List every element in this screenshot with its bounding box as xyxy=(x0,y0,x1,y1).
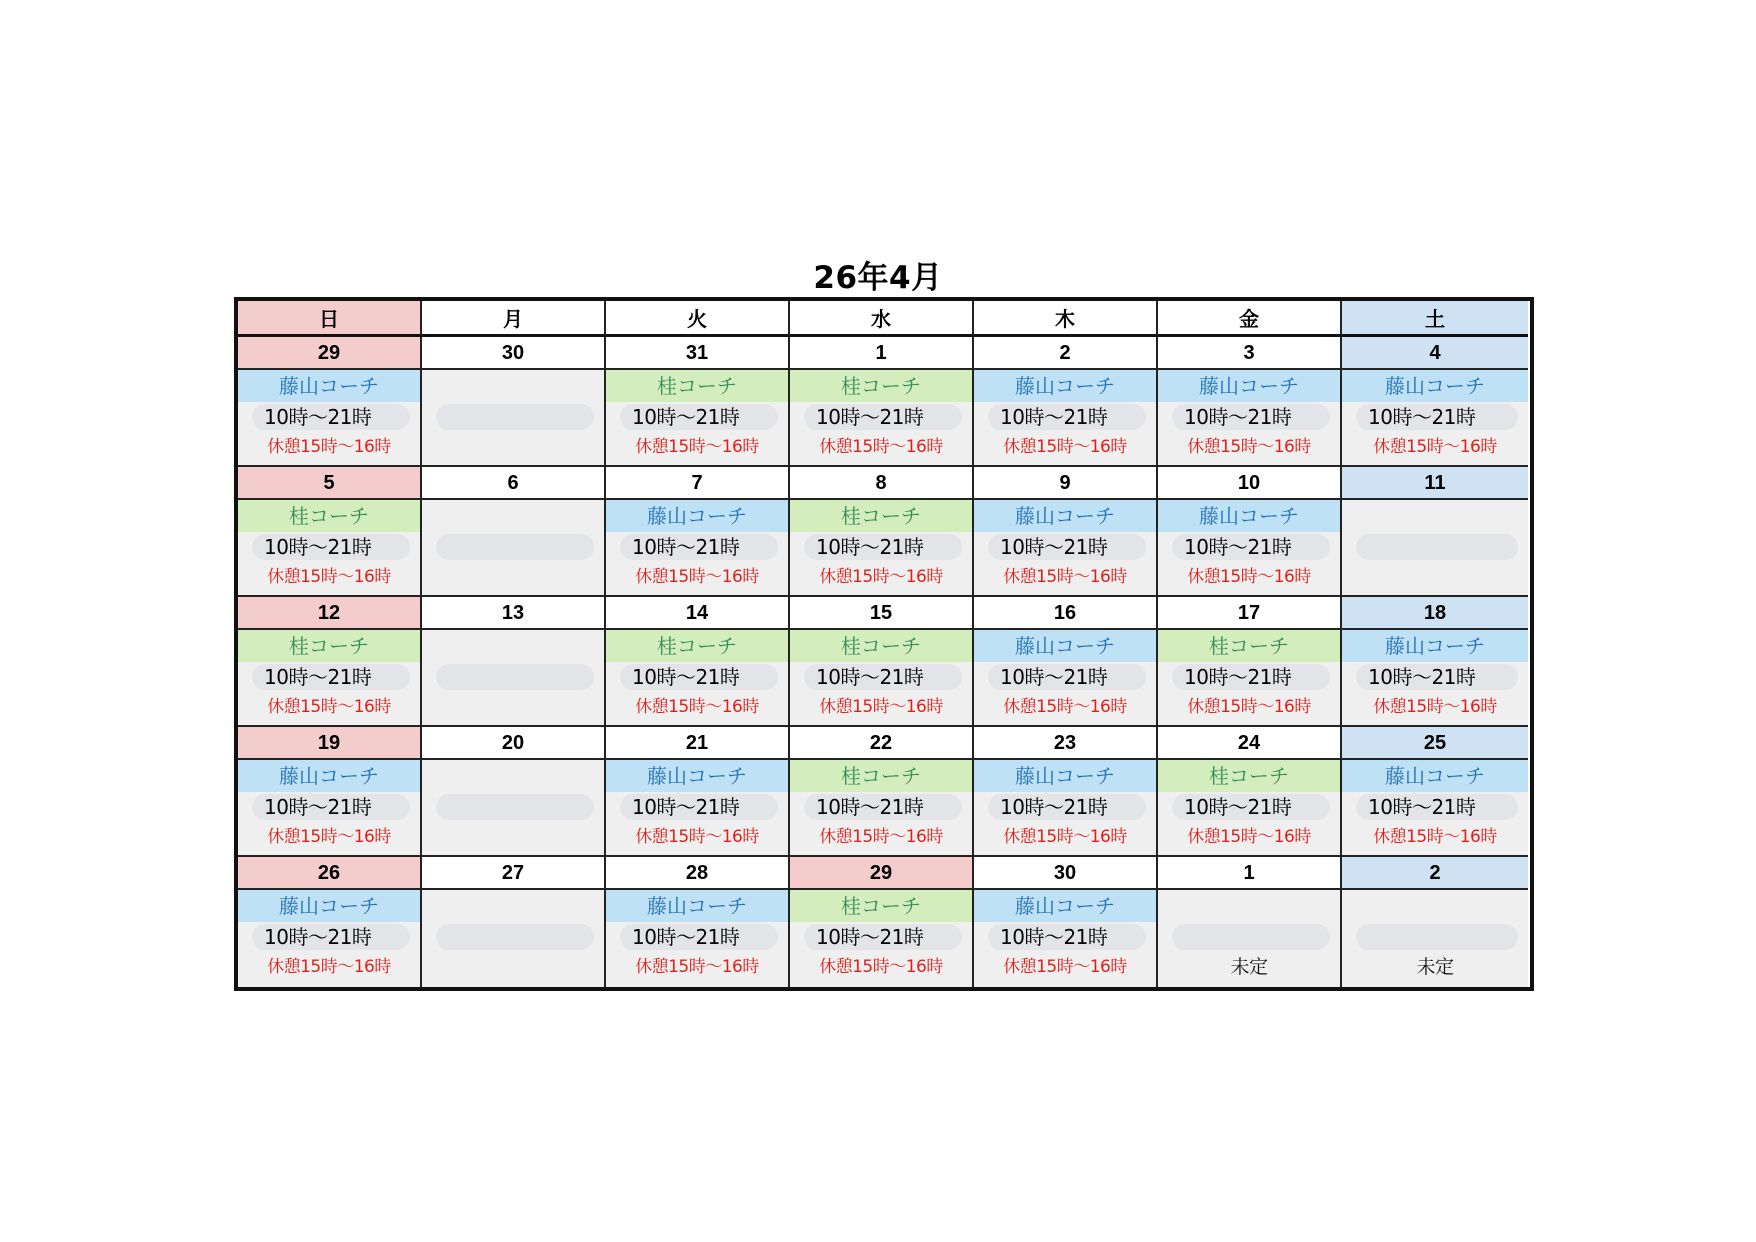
day-schedule-cell xyxy=(974,890,1158,987)
hours-pill: 10時〜21時 xyxy=(620,924,778,950)
date-cell: 8 xyxy=(790,467,974,500)
date-cell: 11 xyxy=(1342,467,1528,500)
hours-pill: 10時〜21時 xyxy=(804,924,962,950)
day-schedule-cell xyxy=(422,370,606,467)
break-time-label: 休憩15時〜16時 xyxy=(819,437,943,457)
day-schedule-cell xyxy=(974,370,1158,467)
date-cell: 22 xyxy=(790,727,974,760)
day-schedule-cell xyxy=(238,500,422,597)
hours-pill: 10時〜21時 xyxy=(620,664,778,690)
date-cell: 1 xyxy=(790,337,974,370)
hours-pill: 10時〜21時 xyxy=(1172,664,1330,690)
date-cell: 10 xyxy=(1158,467,1342,500)
break-time-label: 休憩15時〜16時 xyxy=(1187,567,1311,587)
day-schedule-cell xyxy=(1342,890,1528,987)
date-cell: 9 xyxy=(974,467,1158,500)
date-cell: 6 xyxy=(422,467,606,500)
coach-label xyxy=(1342,890,1528,922)
day-schedule-cell xyxy=(790,630,974,727)
hours-pill xyxy=(436,404,594,430)
date-cell: 18 xyxy=(1342,597,1528,630)
date-cell: 29 xyxy=(790,857,974,890)
coach-label: 藤山コーチ xyxy=(974,370,1156,402)
day-schedule-cell xyxy=(1342,630,1528,727)
break-time-label: 休憩15時〜16時 xyxy=(635,567,759,587)
coach-label: 藤山コーチ xyxy=(238,760,420,792)
date-cell: 30 xyxy=(974,857,1158,890)
hours-pill: 10時〜21時 xyxy=(252,534,410,560)
hours-pill xyxy=(1356,534,1518,560)
day-schedule-cell xyxy=(974,630,1158,727)
date-cell: 27 xyxy=(422,857,606,890)
date-cell: 2 xyxy=(974,337,1158,370)
day-schedule-cell xyxy=(422,500,606,597)
day-schedule-cell xyxy=(606,760,790,857)
day-schedule-cell xyxy=(1158,500,1342,597)
coach-label: 藤山コーチ xyxy=(974,760,1156,792)
coach-label: 桂コーチ xyxy=(238,630,420,662)
break-time-label: 休憩15時〜16時 xyxy=(267,957,391,977)
coach-label: 桂コーチ xyxy=(606,370,788,402)
day-schedule-cell xyxy=(1158,760,1342,857)
hours-pill: 10時〜21時 xyxy=(988,404,1146,430)
date-cell: 13 xyxy=(422,597,606,630)
day-schedule-cell xyxy=(1158,370,1342,467)
coach-label xyxy=(422,500,604,532)
hours-pill: 10時〜21時 xyxy=(988,794,1146,820)
hours-pill: 10時〜21時 xyxy=(1172,794,1330,820)
weekday-saturday: 土 xyxy=(1342,301,1528,337)
break-time-label xyxy=(422,430,604,464)
coach-label: 桂コーチ xyxy=(790,500,972,532)
date-row xyxy=(238,337,1530,370)
schedule-row xyxy=(238,760,1530,857)
day-schedule-cell xyxy=(606,890,790,987)
date-cell: 1 xyxy=(1158,857,1342,890)
coach-label xyxy=(1158,890,1340,922)
break-time-label: 休憩15時〜16時 xyxy=(1187,827,1311,847)
calendar-title: 26年4月 xyxy=(813,260,943,296)
hours-pill xyxy=(436,794,594,820)
break-time-label: 休憩15時〜16時 xyxy=(819,697,943,717)
day-schedule-cell xyxy=(1158,630,1342,727)
date-cell: 31 xyxy=(606,337,790,370)
date-cell: 16 xyxy=(974,597,1158,630)
date-cell: 14 xyxy=(606,597,790,630)
coach-label: 桂コーチ xyxy=(790,630,972,662)
day-schedule-cell xyxy=(974,500,1158,597)
coach-label: 桂コーチ xyxy=(790,890,972,922)
coach-label: 藤山コーチ xyxy=(974,500,1156,532)
hours-pill: 10時〜21時 xyxy=(1172,404,1330,430)
weeks-container xyxy=(238,337,1530,987)
day-schedule-cell xyxy=(1342,370,1528,467)
week-row xyxy=(238,857,1530,987)
day-schedule-cell xyxy=(238,760,422,857)
hours-pill: 10時〜21時 xyxy=(988,534,1146,560)
break-time-label: 休憩15時〜16時 xyxy=(1373,697,1497,717)
coach-label xyxy=(422,370,604,402)
hours-pill: 10時〜21時 xyxy=(804,664,962,690)
coach-label: 藤山コーチ xyxy=(974,890,1156,922)
break-time-label: 休憩15時〜16時 xyxy=(267,567,391,587)
break-time-label: 休憩15時〜16時 xyxy=(267,437,391,457)
day-schedule-cell xyxy=(1158,890,1342,987)
hours-pill: 10時〜21時 xyxy=(620,794,778,820)
date-cell: 21 xyxy=(606,727,790,760)
break-time-label: 休憩15時〜16時 xyxy=(1373,827,1497,847)
break-time-label: 休憩15時〜16時 xyxy=(1003,437,1127,457)
coach-label xyxy=(1342,500,1528,532)
schedule-row xyxy=(238,500,1530,597)
hours-pill: 10時〜21時 xyxy=(252,794,410,820)
coach-label xyxy=(422,890,604,922)
break-time-label xyxy=(422,820,604,854)
weekday-sunday: 日 xyxy=(238,301,422,337)
break-time-label: 休憩15時〜16時 xyxy=(1003,567,1127,587)
hours-pill xyxy=(436,534,594,560)
break-time-label: 休憩15時〜16時 xyxy=(1003,697,1127,717)
hours-pill: 10時〜21時 xyxy=(620,534,778,560)
schedule-row xyxy=(238,630,1530,727)
break-time-label: 休憩15時〜16時 xyxy=(635,437,759,457)
break-time-label: 休憩15時〜16時 xyxy=(1003,957,1127,977)
date-row xyxy=(238,597,1530,630)
break-time-label: 休憩15時〜16時 xyxy=(819,827,943,847)
week-row xyxy=(238,597,1530,727)
date-cell: 23 xyxy=(974,727,1158,760)
coach-label: 桂コーチ xyxy=(790,370,972,402)
break-time-label: 休憩15時〜16時 xyxy=(819,567,943,587)
coach-label: 藤山コーチ xyxy=(238,890,420,922)
schedule-row xyxy=(238,370,1530,467)
day-schedule-cell xyxy=(606,370,790,467)
break-time-label: 休憩15時〜16時 xyxy=(1187,437,1311,457)
date-cell: 20 xyxy=(422,727,606,760)
break-time-label: 休憩15時〜16時 xyxy=(1187,697,1311,717)
break-time-label: 休憩15時〜16時 xyxy=(635,827,759,847)
hours-pill: 10時〜21時 xyxy=(1356,794,1518,820)
coach-label: 藤山コーチ xyxy=(238,370,420,402)
date-cell: 7 xyxy=(606,467,790,500)
day-schedule-cell xyxy=(606,630,790,727)
hours-pill: 10時〜21時 xyxy=(1356,664,1518,690)
schedule-row xyxy=(238,890,1530,987)
coach-label: 藤山コーチ xyxy=(1158,500,1340,532)
hours-pill: 10時〜21時 xyxy=(1172,534,1330,560)
undecided-label: 未定 xyxy=(1230,956,1268,978)
hours-pill xyxy=(1172,924,1330,950)
break-time-label: 休憩15時〜16時 xyxy=(635,957,759,977)
date-cell: 26 xyxy=(238,857,422,890)
coach-label: 藤山コーチ xyxy=(606,760,788,792)
date-cell: 24 xyxy=(1158,727,1342,760)
date-row xyxy=(238,727,1530,760)
day-schedule-cell xyxy=(238,370,422,467)
hours-pill: 10時〜21時 xyxy=(252,404,410,430)
day-schedule-cell xyxy=(422,890,606,987)
hours-pill: 10時〜21時 xyxy=(1356,404,1518,430)
hours-pill xyxy=(436,664,594,690)
coach-label: 藤山コーチ xyxy=(1158,370,1340,402)
hours-pill xyxy=(1356,924,1518,950)
weekday-monday: 月 xyxy=(422,301,606,337)
break-time-label: 休憩15時〜16時 xyxy=(267,697,391,717)
hours-pill: 10時〜21時 xyxy=(252,664,410,690)
weekday-wednesday: 水 xyxy=(790,301,974,337)
break-time-label xyxy=(1342,560,1528,594)
coach-label: 藤山コーチ xyxy=(1342,370,1528,402)
coach-label: 桂コーチ xyxy=(1158,760,1340,792)
day-schedule-cell xyxy=(790,500,974,597)
break-time-label xyxy=(422,690,604,724)
date-cell: 3 xyxy=(1158,337,1342,370)
hours-pill: 10時〜21時 xyxy=(804,534,962,560)
date-cell: 12 xyxy=(238,597,422,630)
date-cell: 15 xyxy=(790,597,974,630)
weekday-header-row xyxy=(238,301,1530,337)
hours-pill: 10時〜21時 xyxy=(620,404,778,430)
day-schedule-cell xyxy=(974,760,1158,857)
weekday-tuesday: 火 xyxy=(606,301,790,337)
day-schedule-cell xyxy=(238,890,422,987)
day-schedule-cell xyxy=(238,630,422,727)
date-cell: 4 xyxy=(1342,337,1528,370)
date-cell: 19 xyxy=(238,727,422,760)
coach-label: 桂コーチ xyxy=(606,630,788,662)
break-time-label: 休憩15時〜16時 xyxy=(1373,437,1497,457)
coach-label: 藤山コーチ xyxy=(606,890,788,922)
day-schedule-cell xyxy=(606,500,790,597)
date-cell: 25 xyxy=(1342,727,1528,760)
week-row xyxy=(238,467,1530,597)
date-cell: 17 xyxy=(1158,597,1342,630)
date-cell: 5 xyxy=(238,467,422,500)
date-row xyxy=(238,467,1530,500)
day-schedule-cell xyxy=(422,630,606,727)
date-cell: 28 xyxy=(606,857,790,890)
coach-label xyxy=(422,630,604,662)
day-schedule-cell xyxy=(790,370,974,467)
coach-label: 藤山コーチ xyxy=(974,630,1156,662)
date-cell: 30 xyxy=(422,337,606,370)
hours-pill: 10時〜21時 xyxy=(252,924,410,950)
day-schedule-cell xyxy=(422,760,606,857)
break-time-label: 休憩15時〜16時 xyxy=(267,827,391,847)
date-cell: 29 xyxy=(238,337,422,370)
schedule-calendar xyxy=(234,297,1534,991)
day-schedule-cell xyxy=(1342,760,1528,857)
week-row xyxy=(238,337,1530,467)
undecided-label: 未定 xyxy=(1416,956,1454,978)
weekday-friday: 金 xyxy=(1158,301,1342,337)
hours-pill: 10時〜21時 xyxy=(988,664,1146,690)
date-cell: 2 xyxy=(1342,857,1528,890)
week-row xyxy=(238,727,1530,857)
day-schedule-cell xyxy=(790,760,974,857)
break-time-label xyxy=(422,950,604,984)
weekday-thursday: 木 xyxy=(974,301,1158,337)
hours-pill: 10時〜21時 xyxy=(804,794,962,820)
coach-label: 桂コーチ xyxy=(1158,630,1340,662)
break-time-label: 休憩15時〜16時 xyxy=(1003,827,1127,847)
break-time-label: 休憩15時〜16時 xyxy=(819,957,943,977)
coach-label: 藤山コーチ xyxy=(606,500,788,532)
day-schedule-cell xyxy=(1342,500,1528,597)
coach-label xyxy=(422,760,604,792)
break-time-label xyxy=(422,560,604,594)
hours-pill: 10時〜21時 xyxy=(804,404,962,430)
hours-pill xyxy=(436,924,594,950)
coach-label: 桂コーチ xyxy=(790,760,972,792)
hours-pill: 10時〜21時 xyxy=(988,924,1146,950)
coach-label: 藤山コーチ xyxy=(1342,760,1528,792)
date-row xyxy=(238,857,1530,890)
coach-label: 桂コーチ xyxy=(238,500,420,532)
day-schedule-cell xyxy=(790,890,974,987)
coach-label: 藤山コーチ xyxy=(1342,630,1528,662)
break-time-label: 休憩15時〜16時 xyxy=(635,697,759,717)
